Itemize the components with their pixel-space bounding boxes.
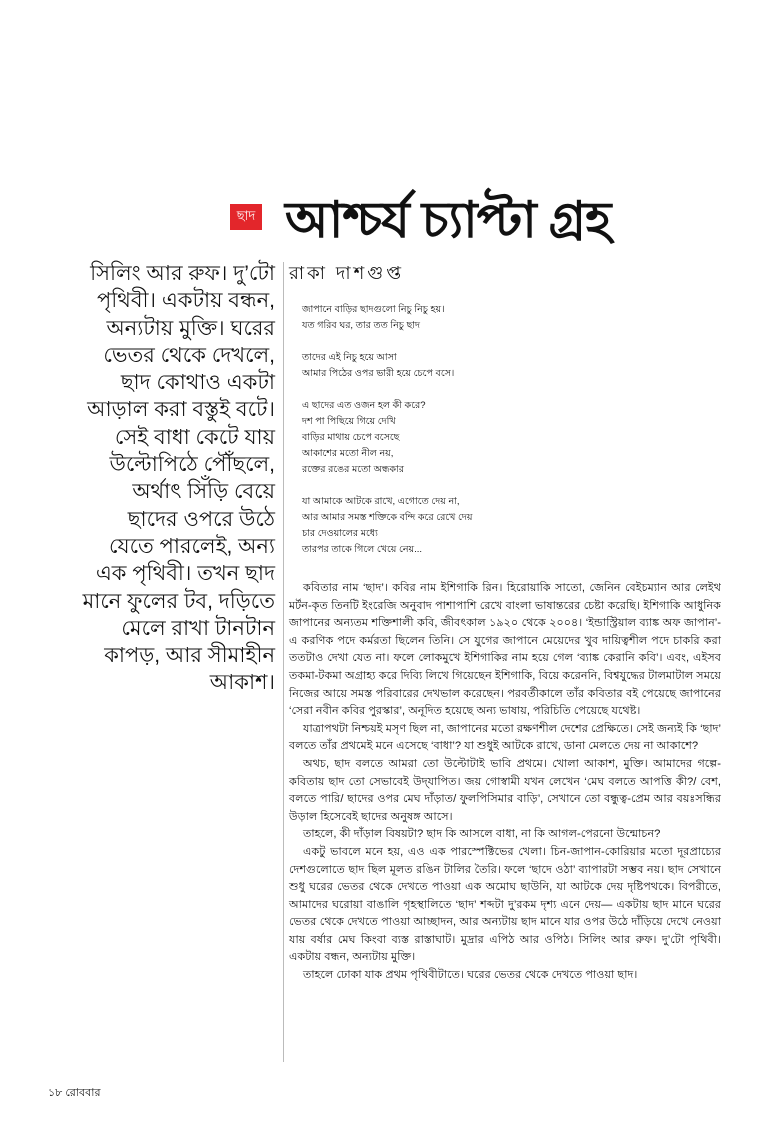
poem-line: এ ছাদের এত ওজন হল কী করে?: [302, 400, 426, 411]
pull-quote-line: ছাদ কোথাও একটা: [120, 371, 275, 395]
body-paragraph: কবিতার নাম ‘ছাদ’। কবির নাম ইশিগাকি রিন। হিরোয়াকি সাতো, জেনিন বেইচম্যান আর লেইথ মর্টন-কৃত তিনটি ইংরেজি অনুবাদ পাশাপাশি রেখে বাংলা ভাষান্তরের চেষ্টা করেছি। ইশিগাকি আধুনিক জাপানের অন্যতম শক্তিশালী কবি, জীবৎকাল ১৯২০ থেকে ২০০৪। ‘ইন্ডাস্ট্রিয়াল ব্যাঙ্ক অফ জাপান’-এ করণিক পদে কর্মরতা ছিলেন তিনি। সে যুগের জাপানে মেয়েদের খুব দায়িত্বশীল পদে চাকরি করা ততটাও দেখা যেত না। ফলে লোকমুখে ইশিগাকির নাম হয়ে গেল ‘ব্যাঙ্ক কেরানি কবি’। এবং, এইসব তকমা-টকমা অগ্রাহ্য করে দিব্যি লিখে গিয়েছেন ইশিগাকি, বিয়ে করেননি, বিশ্বযুদ্ধের টালমাটাল সময়ে নিজের আয়ে সমস্ত পরিবারের দেখভাল করেছেন। পরবর্তীকালে তাঁর কবিতার বই পেয়েছে জাপানের ‘সেরা নবীন কবির পুরস্কার’, অনূদিত হয়েছে অন্য ভাষায়, পরিচিতি পেয়েছে যথেষ্ট।: [289, 582, 721, 718]
pull-quote-line: উল্টোপিঠে পৌঁছলে,: [109, 453, 275, 477]
body-paragraph: তাহলে, কী দাঁড়াল বিষয়টা? ছাদ কি আসলে বাধা, না কি আগল-পেরনো উন্মোচন?: [303, 828, 661, 841]
poem-line: বাড়ির মাথায় চেপে বসেছে: [302, 432, 400, 443]
pull-quote-line: অন্যটায় মুক্তি। ঘরের: [106, 316, 275, 340]
pull-quote-line: সেই বাধা কেটে যায়: [114, 425, 275, 449]
poem-line: আমার পিঠের ওপর ভারী হয়ে চেপে বসে।: [302, 368, 455, 379]
pull-quote-line: ছাদের ওপরে উঠে: [127, 507, 275, 531]
poem-line: রক্তের রঙের মতো অন্ধকার: [302, 464, 405, 475]
poem-line: দশ পা পিছিয়ে গিয়ে দেখি: [302, 416, 396, 427]
poem-line: জাপানে বাড়ির ছাদগুলো নিচু নিচু হয়।: [302, 304, 445, 315]
page-number: ১৮: [48, 1087, 63, 1099]
article-title: আশ্চর্য চ্যাপ্টা গ্রহ: [285, 192, 611, 248]
body-paragraph: যাত্রাপথটা নিশ্চয়ই মসৃণ ছিল না, জাপানের মতো রক্ষণশীল দেশের প্রেক্ষিতে। সেই জন্যই কি ‘ছাদ’ বলতে তাঁর প্রথমেই মনে এসেছে ‘বাধা’? যা শুধুই আটকে রাখে, ডানা মেলতে দেয় না আকাশে?: [289, 722, 721, 753]
body-paragraph: অথচ, ছাদ বলতে আমরা তো উল্টোটাই ভাবি প্রথমে। খোলা আকাশ, মুক্তি। আমাদের গল্পে-কবিতায় ছাদ তো সেভাবেই উদ্‌যাপিত। জয় গোস্বামী যখন লেখেন ‘মেঘ বলতে আপত্তি কী?/ বেশ, বলতে পারি/ ছাদের ওপর মেঘ দাঁড়াত/ ফুলপিসিমার বাড়ি’, সেখানে তো বন্ধুত্ব-প্রেম আর বয়ঃসন্ধির উড়াল হিসেবেই ছাদের অনুষঙ্গ আসে।: [289, 757, 721, 823]
poem-line: আকাশের মতো নীল নয়,: [302, 448, 394, 459]
article-body: [289, 580, 721, 985]
pull-quote-line: পৃথিবী। একটায় বন্ধন,: [97, 289, 275, 313]
magazine-name: রোববার: [65, 1087, 101, 1099]
pull-quote-line: এক পৃথিবী। তখন ছাদ: [95, 562, 275, 586]
poem-line: চার দেওয়ালের মধ্যে: [302, 528, 378, 539]
page-footer: [48, 1086, 101, 1100]
pull-quote-line: অর্থাৎ সিঁড়ি বেয়ে: [132, 480, 275, 504]
body-paragraph: একটু ভাবলে মনে হয়, এও এক পারস্পেক্টিভের খেলা। চিন-জাপান-কোরিয়ার মতো দূরপ্রাচ্যের দেশগুলোতে ছাদ ছিল মূলত রঙিন টালির তৈরি। ফলে ‘ছাদে ওঠা’ ব্যাপারটা সম্ভব নয়। ছাদ সেখানে শুধু ঘরের ভেতর থেকে দেখতে পাওয়া এক অমোঘ ছাউনি, যা আটকে দেয় দৃষ্টিপথকে। বিপরীতে, আমাদের ঘরোয়া বাঙালি গৃহস্থালিতে ‘ছাদ’ শব্দটা দু’রকম দৃশ্য এনে দেয়— একটায় ছাদ মানে ঘরের ভেতর থেকে দেখতে পাওয়া আচ্ছাদন, আর অন্যটায় ছাদ মানে যার ওপর উঠে দাঁড়িয়ে দেখে নেওয়া যায় বর্ষার মেঘ কিংবা ব্যস্ত রাস্তাঘাট। মুদ্রার এপিঠ আর ওপিঠ। সিলিং আর রুফ। দু’টো পৃথিবী। একটায় বন্ধন, অন্যটায় মুক্তি।: [289, 845, 721, 964]
author-byline: রাকা দাশগুপ্ত: [289, 263, 405, 283]
pull-quote-line: আকাশ।: [209, 671, 275, 695]
poem-line: আর আমার সমস্ত শক্তিকে বন্দি করে রেখে দেয়: [302, 512, 473, 523]
pull-quote-line: মানে ফুলের টব, দড়িতে: [82, 589, 275, 613]
poem-stanza: [302, 398, 702, 478]
pull-quote-line: সিলিং আর রুফ। দু’টো: [90, 262, 275, 285]
pull-quote: [72, 260, 275, 697]
pull-quote-line: কাপড়, আর সীমাহীন: [104, 644, 275, 668]
article-column: [289, 260, 721, 985]
column-divider: [283, 262, 284, 1062]
pull-quote-line: আড়াল করা বস্তুই বটে।: [87, 398, 275, 422]
poem-stanza: [302, 350, 702, 382]
poem: [302, 302, 702, 558]
poem-line: যত গরিব ঘর, তার তত নিচু ছাদ: [302, 320, 421, 331]
poem-stanza: [302, 494, 702, 558]
poem-line: যা আমাকে আটকে রাখে, এগোতে দেয় না,: [302, 496, 460, 507]
pull-quote-line: মেলে রাখা টানটান: [121, 616, 275, 640]
poem-line: তাদের এই নিচু হয়ে আসা: [302, 352, 397, 363]
poem-stanza: [302, 302, 702, 334]
pull-quote-line: যেতে পারলেই, অন্য: [108, 534, 275, 558]
poem-line: তারপর তাকে গিলে খেয়ে নেয়...: [302, 544, 423, 555]
section-badge: ছাদ: [230, 204, 262, 230]
pull-quote-line: ভেতর থেকে দেখলে,: [103, 343, 275, 367]
body-paragraph: তাহলে ঢোকা যাক প্রথম পৃথিবীটাতে। ঘরের ভেতর থেকে দেখতে পাওয়া ছাদ।: [303, 969, 638, 982]
